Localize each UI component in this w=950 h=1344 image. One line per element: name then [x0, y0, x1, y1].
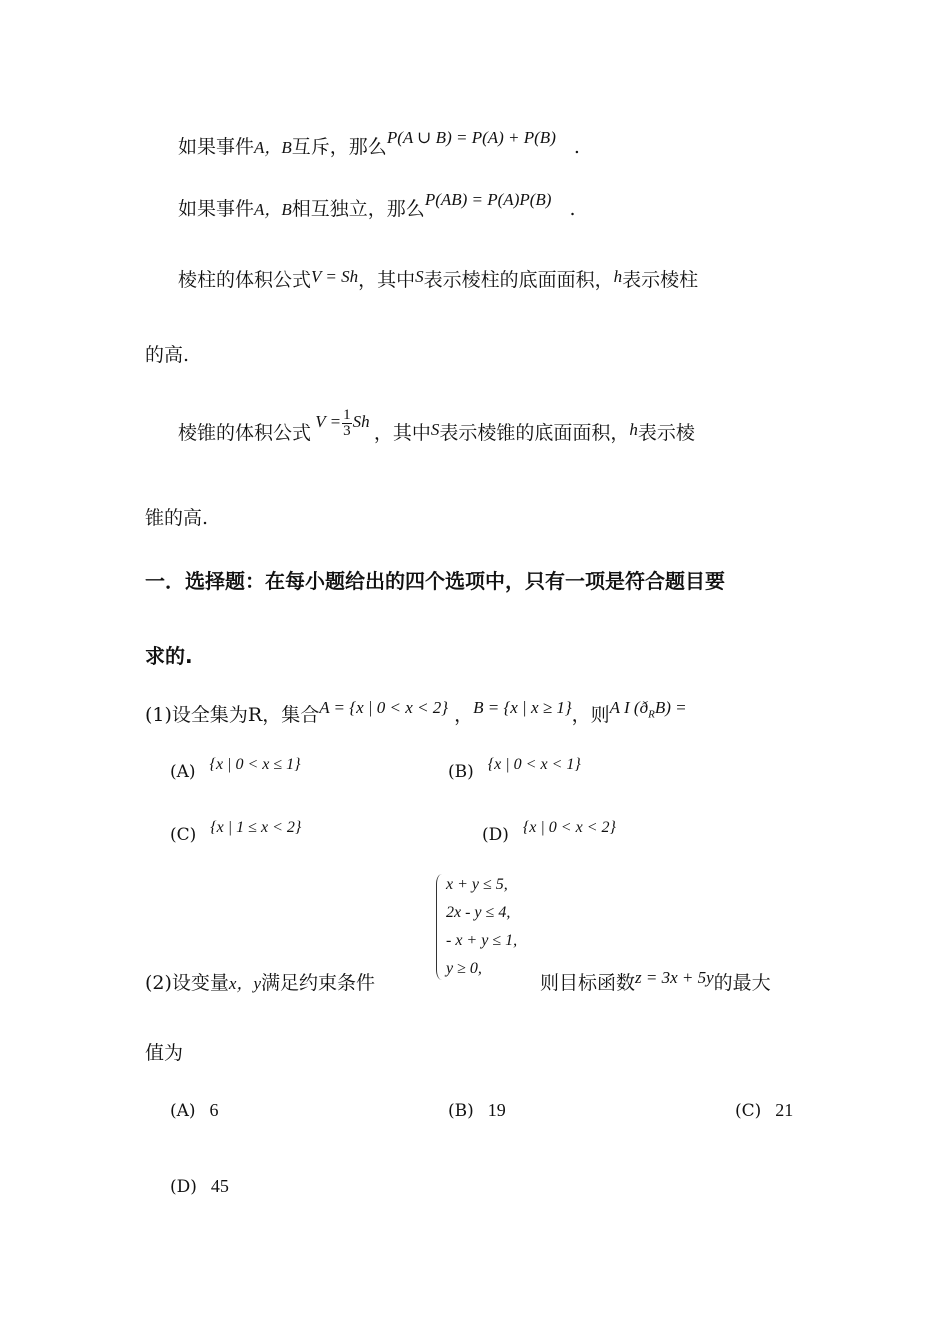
- pyramid-volume-line-2: 锥的高.: [145, 507, 209, 529]
- q1-option-c[interactable]: (C) {x | 1 ≤ x < 2}: [170, 819, 302, 845]
- constraint-2: 2x - y ≤ 4,: [446, 904, 511, 921]
- q2-option-a[interactable]: (A) 6: [170, 1100, 219, 1121]
- independence-formula: P(AB) = P(A)P(B): [424, 190, 552, 209]
- constraint-3: - x + y ≤ 1,: [446, 932, 518, 949]
- section-heading: 一．选择题：在每小题给出的四个选项中，只有一项是符合题目要: [145, 569, 725, 593]
- question-2-line-2: 值为: [145, 1042, 184, 1064]
- prism-formula: V = Sh: [311, 267, 359, 286]
- objective-function: z = 3x + 5y: [635, 968, 714, 987]
- q1-option-a[interactable]: (A) {x | 0 < x ≤ 1}: [170, 756, 301, 782]
- prism-volume-line: 棱柱的体积公式V = Sh，其中S表示棱柱的底面面积，h表示棱柱: [178, 267, 699, 291]
- q2-option-c[interactable]: (C) 21: [735, 1100, 794, 1121]
- constraint-4: y ≥ 0,: [446, 960, 482, 977]
- pyramid-formula: V = $\frac{1}{3}$ Sh: [315, 406, 370, 439]
- question-2-objective: 则目标函数z = 3x + 5y的最大: [540, 968, 771, 994]
- q2-option-b[interactable]: (B) 19: [448, 1100, 506, 1121]
- question-2: (2)设变量x，y满足约束条件: [145, 972, 376, 994]
- intersection-expression: A I $(ð_RB)$ =: [609, 698, 687, 721]
- fraction-one-third: $\frac{1}{3}$: [343, 406, 351, 439]
- q1-option-b[interactable]: (B) {x | 0 < x < 1}: [448, 756, 581, 782]
- q2-option-d[interactable]: (D) 45: [170, 1176, 229, 1197]
- section-heading-2: 求的.: [145, 644, 193, 668]
- mutex-line: 如果事件A，B互斥，那么P(A ∪ B) = P(A) + P(B) .: [178, 128, 580, 158]
- constraint-1: x + y ≤ 5,: [446, 876, 508, 893]
- prism-volume-line-2: 的高.: [145, 344, 190, 366]
- question-1: (1)设全集为R，集合A = {x | 0 < x < 2} ，B = {x | x ≥ 1}，则A I $(ð_RB)$ =: [145, 698, 687, 726]
- mutex-formula: P(A ∪ B) = P(A) + P(B): [386, 128, 556, 147]
- set-a: A = {x | 0 < x < 2}: [319, 698, 449, 717]
- left-brace: [436, 874, 443, 980]
- pyramid-volume-line: 棱锥的体积公式 V = $\frac{1}{3}$ Sh ，其中S表示棱锥的底面面积，h表示棱: [178, 406, 695, 444]
- independence-line: 如果事件A，B相互独立，那么P(AB) = P(A)P(B) .: [178, 190, 576, 220]
- set-b: B = {x | x ≥ 1}: [473, 698, 572, 717]
- q1-option-d[interactable]: (D) {x | 0 < x < 2}: [482, 819, 616, 845]
